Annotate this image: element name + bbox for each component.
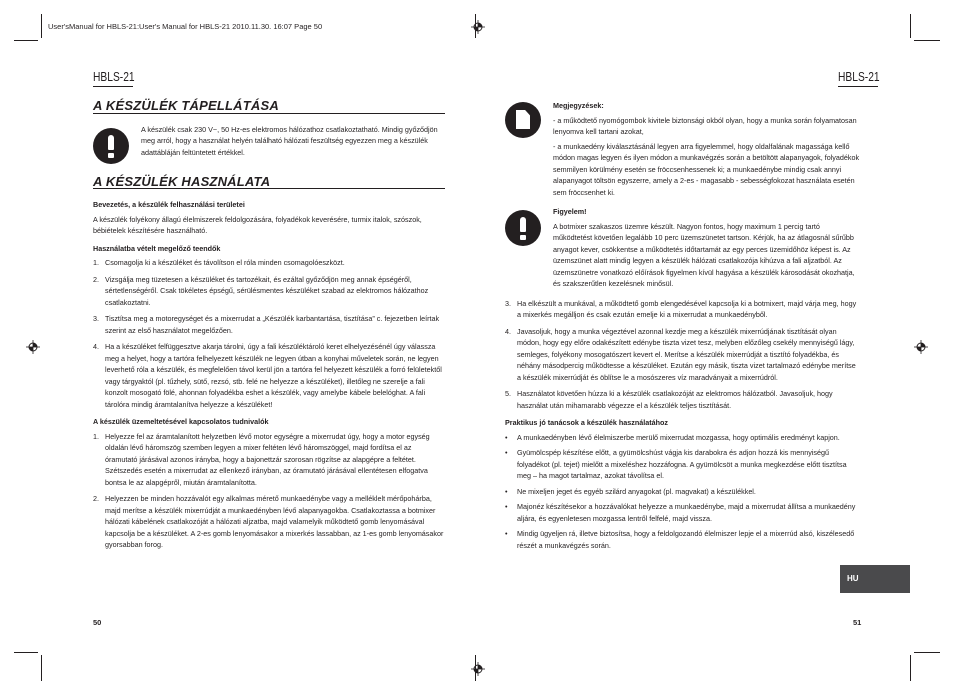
crop-mark: [910, 14, 911, 38]
item-text: Ha elkészült a munkával, a működtető gomb elengedésével kapcsolja ki a botmixert, majd várja meg, hogy a mixerkés megálljon és csak ezután emelje ki a mixerrudat a munkaedényből.: [517, 298, 857, 319]
operation-heading: A készülék üzemeltetésével kapcsolatos tudnivalók: [93, 417, 269, 426]
list-item: [93, 341, 445, 410]
list-item: • Gyümölcspép készítése előtt, a gyümölcshúst vágja kis darabokra és adjon hozzá kis mennyiségű folyadékot (pl. tejet) mielőtt a mixeléshez hozzáfogna. A gyümölcsöt a munka megkezdése előtt tisztítsa meg – ha magot tartalmaz, azokat távolítsa el.: [505, 447, 860, 482]
crop-mark: [14, 40, 38, 41]
crop-mark: [14, 652, 38, 653]
item-number: 3.: [93, 314, 99, 323]
item-number: 4.: [505, 326, 511, 336]
header-rule-left: [93, 86, 133, 87]
list-item: [505, 326, 860, 384]
notes-block: [505, 100, 860, 198]
item-text: Ha a készüléket felfüggesztve akarja tárolni, úgy a fali készüléktároló keret elhelyezésénél úgy válassza meg a helyet, hogy a tartóra felhelyezett készülék ne legyen útban a konyhai műveletek során, ne legyen leverhető róla a készülék, és megfelelően távol kerül jön a tartóra fel helyezett készülék a forró felületektől vagy tárgyaktól (pl. tűzhely, sütő, rezsó, stb. felé ne helyezze a készüléket), illetőleg ne szerelje a fali konzolt mosogató fölé, ahonnan folyadékba eshet a készülék, vagy amelybe kábele belelóghat. A fali tárolóra mindig áramtalanítva helyezze a készüléket!: [105, 342, 442, 409]
registration-mark-icon: [471, 662, 485, 676]
attention-text: A botmixer szakaszos üzemre készült. Nagyon fontos, hogy maximum 1 percig tartó működtetést követően legalább 10 perc üzemszünetet tartson. Kérjük, ha az átlagosnál sűrűbb anyagot kever, csökkentse a működtetés időtartamát az egy perces üzemidőhöz képest is. Az üzemszünet alatt mindig legyen a készülék hálózati csatlakozója kihúzva a fali aljzatból. Az üzemszünetre vonatkozó előírások figyelmen kívül hagyása a készülék károsodását okozhatja, és szakszerűtlen kezelésnek minősül.: [553, 221, 855, 288]
tips-heading: Praktikus jó tanácsok a készülék használatához: [505, 418, 668, 427]
list-item: [505, 388, 860, 411]
operation-list: [93, 431, 445, 551]
item-number: 2.: [93, 274, 99, 284]
page-number-right: 51: [853, 618, 862, 627]
warning-exclamation-icon: [505, 210, 541, 246]
language-tab: HU: [840, 565, 910, 593]
item-number: 1.: [93, 258, 99, 267]
crop-mark: [910, 655, 911, 681]
header-rule-right: [838, 86, 878, 87]
item-text: Használatot követően húzza ki a készülék csatlakozóját az elektromos hálózatból. Javasoljuk, hogy használat után mihamarabb végezze el a készülék teljes tisztítását.: [517, 389, 833, 410]
registration-mark-icon: [26, 340, 40, 354]
list-item: [93, 257, 445, 269]
power-warning: [93, 124, 445, 168]
list-item: • Mindig ügyeljen rá, illetve biztosítsa, hogy a feldolgozandó élelmiszer lepje el a mixerrúd alsó, kiszélesedő részét a munkavégzés során.: [505, 528, 860, 551]
note-document-icon: [505, 102, 541, 138]
section-title-usage: A KÉSZÜLÉK HASZNÁLATA: [93, 176, 445, 190]
page-number-left: 50: [93, 618, 102, 627]
prep-heading: Használatba vételt megelőző teendők: [93, 243, 221, 253]
list-item: • A munkaedényben lévő élelmiszerbe merülő mixerrudat mozgassa, hogy optimális eredményt kapjon.: [505, 432, 860, 444]
operation-list-continued: [505, 298, 860, 412]
item-number: 5.: [505, 389, 511, 398]
item-number: 3.: [505, 298, 511, 308]
section-title-power: A KÉSZÜLÉK TÁPELLÁTÁSA: [93, 100, 445, 114]
left-page: [93, 100, 445, 556]
list-item: [93, 313, 445, 336]
notes-heading: Megjegyzések:: [553, 101, 604, 110]
note-item: - a működtető nyomógombok kivitele biztonsági okból olyan, hogy a munka során folyamatosan lenyomva kell tartani azokat,: [553, 115, 857, 136]
crop-mark: [41, 14, 42, 38]
warning-exclamation-icon: [93, 128, 129, 164]
model-label-left: HBLS-21: [93, 70, 135, 84]
note-item: - a munkaedény kiválasztásánál legyen arra figyelemmel, hogy oldalfalának magassága kellő módon magas legyen és ilyen módon a munkavégzés során a betöltött alapanyagok, folyadékok semmilyen körülmény esetén se fröccsenhessenek ki; a munkaedénybe mindig csak annyi alapanyagot töltsön egyszerre, amely a 2-es - magasabb - sebességfokozat használata esetén sem fröccsenhet ki.: [553, 141, 860, 197]
list-item: [93, 493, 445, 551]
right-page: [505, 100, 860, 555]
tips-list: [505, 432, 860, 552]
item-text: Tisztítsa meg a motoregységet és a mixerrudat a „Készülék karbantartása, tisztítása” c. fejezetben leírtak szerint az első használatot megelőzően.: [105, 314, 440, 335]
crop-mark: [41, 655, 42, 681]
prep-list: [93, 257, 445, 410]
item-text: Javasoljuk, hogy a munka végeztével azonnal kezdje meg a készülék mixerrúdjának tisztítását olyan módon, hogy egy előre odakészített edénybe tiszta vizet tesz, melyben előzőleg csekély mennyiségű lágy, semleges, folyékony mosogatószert kevert el. Merítse a készülék mixerrúdját a tisztító folyadékba, és néhány másodpercig működtesse a készüléket. Ezután egy másik, tiszta vizet tartalmazó edénybe merítse a készülék mixerrúdját és öblítse le a mosószeres víz maradványait a mixerrúdról.: [517, 326, 856, 382]
item-text: Helyezze fel az áramtalanított helyzetben lévő motor egységre a mixerrudat úgy, hogy a motor egység oldalán lévő háromszög szemben legyen a mixer feltéten lévő háromszöggel, majd fordítsa el az óramutató járásával azonos irányba, hogy a bajonettzár szorosan rögzítse az alapgépre a feltétet. Szétszedés esetén a mixerrudat az ellenkező irányban, az óramutató járásával ellentétesen elfogatva bontsa le az alapgépről, miután áramtalanította.: [105, 431, 430, 487]
item-text: Vizsgálja meg tüzetesen a készüléket és tartozékait, és ezáltal győződjön meg annak épségéről, sértetlenségéről. Csak tökéletes épségű, sérülésmentes készüléket szabad az elektromos hálózathoz csatlakoztatni.: [105, 274, 429, 307]
item-text: Csomagolja ki a készüléket és távolítson el róla minden csomagolóeszközt.: [105, 258, 345, 267]
print-header: User'sManual for HBLS-21:User's Manual for HBLS-21 2010.11.30. 16:07 Page 50: [48, 22, 323, 31]
list-item: [93, 274, 445, 309]
item-number: 2.: [93, 494, 99, 503]
registration-mark-icon: [914, 340, 928, 354]
list-item: [93, 431, 445, 489]
item-text: Helyezzen be minden hozzávalót egy alkalmas mérető munkaedénybe vagy a melléklelt mérőpohárba, majd merítse a készülék mixerrúdját a munkaedényben lévő alapanyagokba. Csatlakoztassa a botmixer hálózati kábelének csatlakozóját a hálózati aljzatba, majd valamelyik működtető gomb lenyomásával kapcsolja be a készüléket. A 2-es gomb lenyomásakor a mixerkés lassabban, az 1-es gomb lenyomásakor gyorsabban forog.: [105, 494, 444, 549]
intro-text: A készülék folyékony állagú élelmiszerek feldolgozására, folyadékok keverésére, turmix italok, szószok, bébiételek készítésére használható.: [93, 214, 422, 235]
registration-mark-icon: [471, 20, 485, 34]
power-warning-text: A készülék csak 230 V~, 50 Hz-es elektromos hálózathoz csatlakoztatható. Mindig győződjön meg arról, hogy a használat helyén található hálózati feszültség egyezzen meg a készülék adattábláján feltüntetett értékkel.: [141, 124, 438, 157]
item-number: 4.: [93, 342, 99, 351]
item-number: 1.: [93, 431, 99, 441]
crop-mark: [914, 652, 940, 653]
list-item: [505, 298, 860, 321]
list-item: • Ne mixeljen jeget és egyéb szilárd anyagokat (pl. magvakat) a készülékkel.: [505, 486, 860, 498]
attention-block: [505, 206, 860, 290]
attention-heading: Figyelem!: [553, 207, 587, 216]
crop-mark: [914, 40, 940, 41]
list-item: • Majonéz készítésekor a hozzávalókat helyezze a munkaedénybe, majd a mixerrudat állítsa a munkaedény aljára, és egyenletesen mozgassa lentről felfelé, majd vissza.: [505, 501, 860, 524]
model-label-right: HBLS-21: [838, 70, 880, 84]
intro-heading: Bevezetés, a készülék felhasználási területei: [93, 200, 245, 209]
